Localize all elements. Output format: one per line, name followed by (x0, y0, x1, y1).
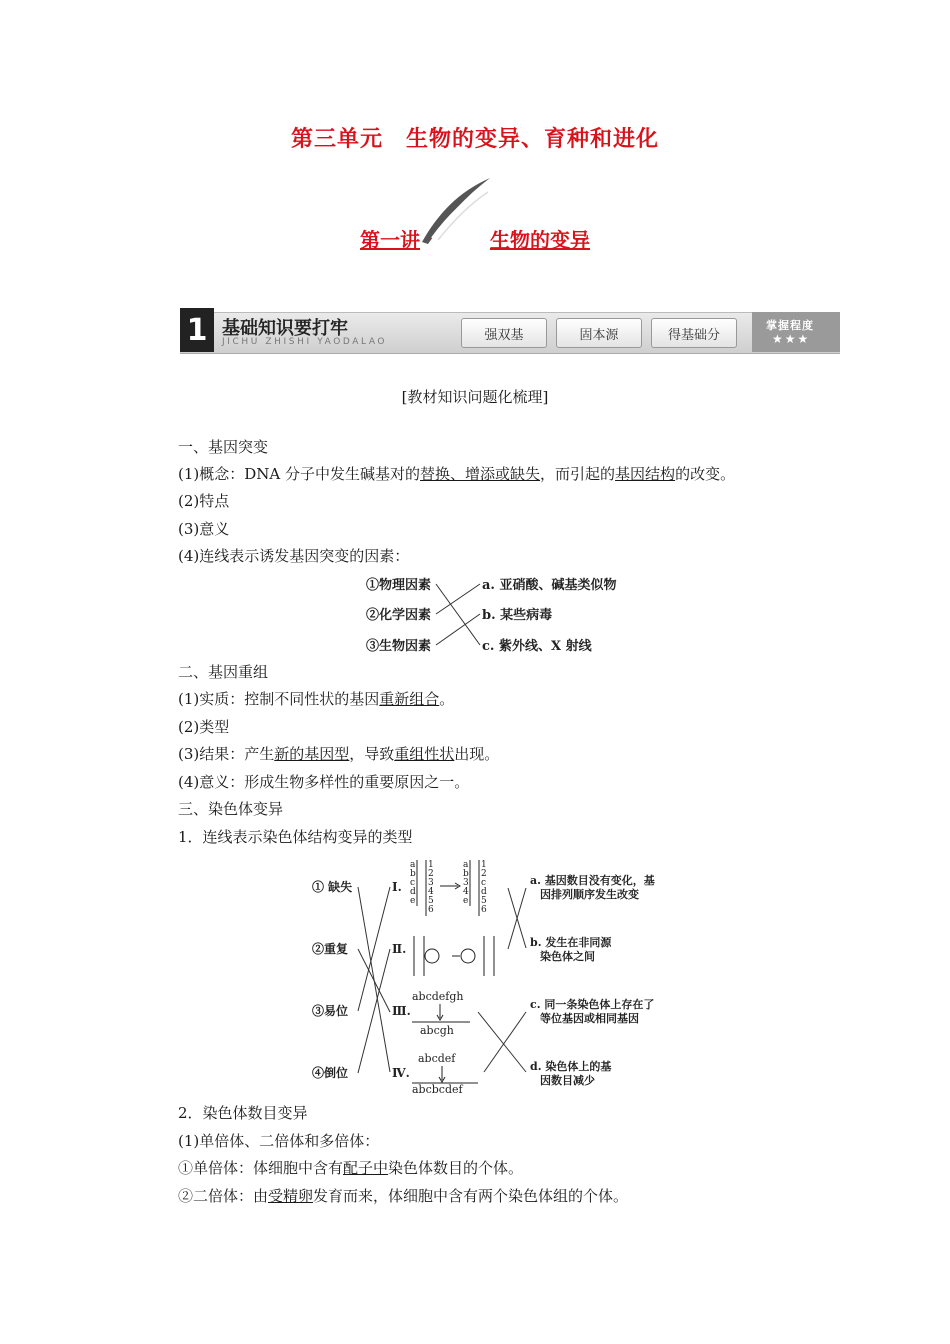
svg-text:1: 1 (428, 860, 434, 870)
type4-top: abcdef (418, 1052, 456, 1065)
factor-right-b: b. 某些病毒 (482, 608, 553, 623)
tag-qiangshuangji: 强双基 (461, 318, 547, 348)
factor-left-1: ①物理因素 (366, 578, 432, 593)
svg-text:e: e (463, 896, 469, 906)
para-concept: (1)概念：DNA 分子中发生碱基对的替换、增添或缺失，而引起的基因结构的改变。 (178, 465, 736, 483)
crossing-diagram (414, 936, 494, 976)
roman-1: Ⅰ. (392, 880, 402, 894)
svg-text:e: e (410, 896, 416, 906)
para-significance: (3)意义 (178, 520, 230, 538)
factor-left-2: ②化学因素 (366, 608, 432, 623)
type-right-d-2: 因数目减少 (540, 1074, 595, 1087)
svg-text:2: 2 (481, 869, 487, 879)
svg-text:6: 6 (428, 905, 434, 915)
heading-recombination: 二、基因重组 (178, 663, 269, 681)
unit-title: 第三单元 生物的变异、育种和进化 (290, 126, 659, 152)
svg-text:c: c (410, 878, 416, 888)
heading-gene-mutation: 一、基因突变 (178, 438, 269, 456)
svg-text:6: 6 (481, 905, 487, 915)
star-icon: ★★★ (772, 332, 811, 346)
type4-bottom: abcbcdef (412, 1083, 463, 1096)
banner-title: 基础知识要打牢 (222, 318, 348, 339)
banner-number: 1 (180, 308, 214, 352)
type-right-c-2: 等位基因或相同基因 (540, 1012, 639, 1025)
heading-chromosome: 三、染色体变异 (178, 800, 284, 818)
lecture-name: 生物的变异 (490, 228, 590, 252)
item-structure: 1．连线表示染色体结构变异的类型 (178, 828, 413, 846)
chromosome-matching-diagram (300, 852, 720, 1098)
tag-gubenyuan: 固本源 (556, 318, 642, 348)
svg-text:a: a (463, 860, 469, 870)
type-right-a-2: 因排列顺序发生改变 (540, 888, 639, 901)
svg-text:b: b (410, 869, 416, 879)
roman-2: Ⅱ. (392, 942, 407, 956)
mastery-label: 掌握程度 (766, 319, 814, 332)
para-haploid: ①单倍体：体细胞中含有配子中染色体数目的个体。 (178, 1159, 524, 1177)
type-right-b-2: 染色体之间 (540, 950, 595, 963)
factor-left-3: ③生物因素 (366, 639, 432, 654)
para-factors: (4)连线表示诱发基因突变的因素： (178, 547, 410, 565)
svg-text:3: 3 (428, 878, 434, 888)
svg-text:3: 3 (463, 878, 469, 888)
svg-text:1: 1 (481, 860, 487, 870)
type-left-1: ① 缺失 (312, 880, 353, 894)
factor-matching-diagram (360, 570, 650, 656)
type-right-c-1: c. 同一条染色体上存在了 (530, 998, 655, 1011)
type-left-4: ④倒位 (312, 1066, 349, 1080)
lecture-title (0, 224, 950, 253)
para-features: (2)特点 (178, 492, 230, 510)
svg-text:2: 2 (428, 869, 434, 879)
section-subtitle: [教材知识问题化梳理] (401, 388, 549, 406)
para-ploidy: (1)单倍体、二倍体和多倍体： (178, 1132, 380, 1150)
para-result: (3)结果：产生新的基因型，导致重组性状出现。 (178, 745, 500, 763)
type-left-3: ③易位 (312, 1004, 349, 1018)
para-meaning: (4)意义：形成生物多样性的重要原因之一。 (178, 773, 470, 791)
svg-text:b: b (463, 869, 469, 879)
type-left-2: ②重复 (312, 942, 349, 956)
svg-text:4: 4 (428, 887, 434, 897)
svg-text:d: d (410, 887, 416, 897)
factor-right-c: c. 紫外线、X 射线 (482, 639, 592, 654)
svg-text:d: d (481, 887, 487, 897)
type-right-b-1: b. 发生在非同源 (530, 936, 612, 949)
lecture-number: 第一讲 (360, 228, 420, 252)
svg-text:4: 4 (463, 887, 469, 897)
svg-text:a: a (410, 860, 416, 870)
para-essence: (1)实质：控制不同性状的基因重新组合。 (178, 690, 455, 708)
item-number: 2．染色体数目变异 (178, 1104, 308, 1122)
roman-3: Ⅲ. (392, 1004, 411, 1018)
svg-text:5: 5 (428, 896, 434, 906)
banner-pinyin: JICHU ZHISHI YAODALAO (222, 337, 388, 347)
type-right-a-1: a. 基因数目没有变化，基 (530, 874, 655, 887)
type3-bottom: abcgh (420, 1024, 454, 1037)
para-types: (2)类型 (178, 718, 230, 736)
type-right-d-1: d. 染色体上的基 (530, 1060, 612, 1073)
roman-4: Ⅳ. (392, 1066, 410, 1080)
type3-top: abcdefgh (412, 990, 464, 1003)
svg-text:c: c (481, 878, 487, 888)
tag-dejichufen: 得基础分 (651, 318, 737, 348)
svg-text:5: 5 (481, 896, 487, 906)
factor-right-a: a. 亚硝酸、碱基类似物 (482, 578, 617, 593)
para-diploid: ②二倍体：由受精卵发育而来，体细胞中含有两个染色体组的个体。 (178, 1187, 629, 1205)
mastery-box (752, 312, 840, 352)
